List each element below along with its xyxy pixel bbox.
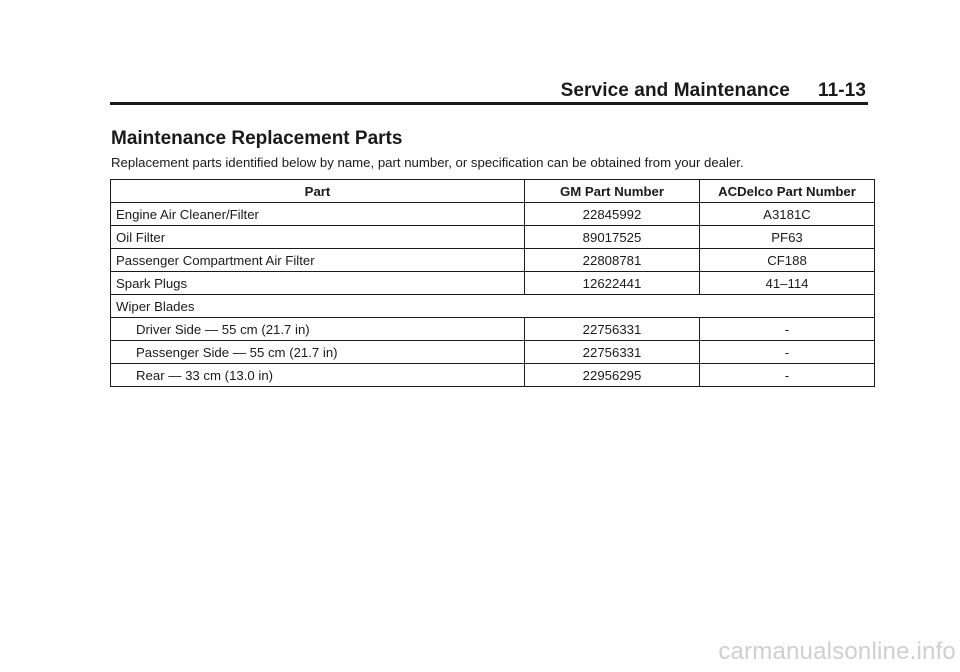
section-name: Service and Maintenance: [560, 80, 790, 101]
part-name: Passenger Side — 55 cm (21.7 in): [111, 341, 525, 364]
acdelco-part-number: PF63: [700, 226, 875, 249]
acdelco-part-number: A3181C: [700, 203, 875, 226]
column-header-acdelco-part-number: ACDelco Part Number: [700, 180, 875, 203]
part-name: Engine Air Cleaner/Filter: [111, 203, 525, 226]
gm-part-number: 22845992: [525, 203, 700, 226]
gm-part-number: 89017525: [525, 226, 700, 249]
table-row: [111, 341, 875, 364]
gm-part-number: 22756331: [525, 318, 700, 341]
group-label: Wiper Blades: [111, 295, 875, 318]
gm-part-number: 22956295: [525, 364, 700, 387]
table-row: [111, 226, 875, 249]
gm-part-number: 22808781: [525, 249, 700, 272]
running-header: [561, 80, 866, 102]
part-name: Rear — 33 cm (13.0 in): [111, 364, 525, 387]
column-header-part: Part: [111, 180, 525, 203]
acdelco-part-number: -: [700, 341, 875, 364]
part-name: Driver Side — 55 cm (21.7 in): [111, 318, 525, 341]
gm-part-number: 12622441: [525, 272, 700, 295]
table-group-row-wiper-blades: [111, 295, 875, 318]
part-name: Oil Filter: [111, 226, 525, 249]
acdelco-part-number: 41–114: [700, 272, 875, 295]
table-row: [111, 318, 875, 341]
table-row: [111, 272, 875, 295]
column-header-gm-part-number: GM Part Number: [525, 180, 700, 203]
header-rule: [110, 102, 868, 105]
section-title: Maintenance Replacement Parts: [111, 128, 403, 149]
acdelco-part-number: CF188: [700, 249, 875, 272]
table-row: [111, 203, 875, 226]
acdelco-part-number: -: [700, 364, 875, 387]
page-number: 11-13: [817, 80, 866, 101]
acdelco-part-number: -: [700, 318, 875, 341]
intro-paragraph: Replacement parts identified below by name, part number, or specification can be obtained from your dealer.: [111, 155, 744, 170]
watermark: carmanualsonline.info: [718, 638, 956, 665]
table-header-row: [111, 180, 875, 203]
table-row: [111, 249, 875, 272]
gm-part-number: 22756331: [525, 341, 700, 364]
part-name: Spark Plugs: [111, 272, 525, 295]
parts-table: [110, 179, 875, 387]
part-name: Passenger Compartment Air Filter: [111, 249, 525, 272]
table-row: [111, 364, 875, 387]
